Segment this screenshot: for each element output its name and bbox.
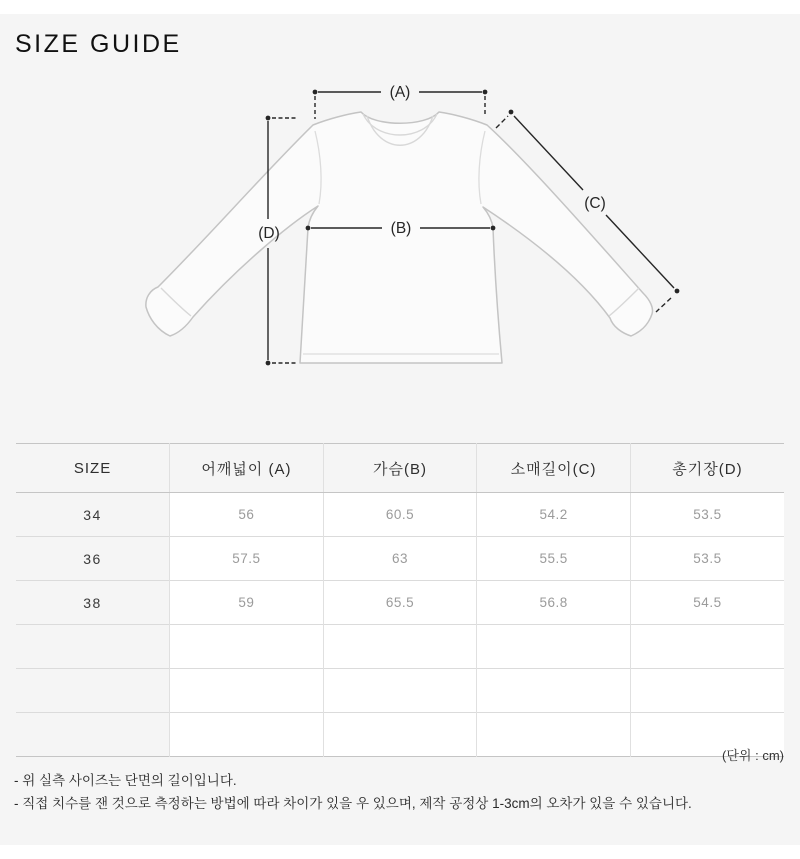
measurement-cell: 53.5 <box>630 493 784 537</box>
size-table-row-34 <box>16 493 784 537</box>
size-guide-page <box>0 14 800 845</box>
measurement-cell: 56.8 <box>477 581 631 625</box>
size-table-header-row <box>16 444 784 493</box>
garment-diagram <box>0 78 800 380</box>
measurement-cell: 54.5 <box>630 581 784 625</box>
measurement-cell <box>170 669 324 713</box>
garment-diagram-svg <box>0 78 800 380</box>
size-table-header-3: 소매길이(C) <box>477 444 631 493</box>
measurement-b-label: (B) <box>390 220 412 237</box>
size-table-header-2: 가슴(B) <box>323 444 477 493</box>
size-table-row-38 <box>16 581 784 625</box>
size-cell <box>16 669 170 713</box>
measurement-cell: 56 <box>170 493 324 537</box>
footnote-line-1: - 직접 치수를 잰 것으로 측정하는 방법에 따라 차이가 있을 우 있으며, 제작 공정상 1-3cm의 오차가 있을 수 있습니다. <box>14 796 692 811</box>
size-cell <box>16 713 170 757</box>
measurement-cell <box>323 669 477 713</box>
garment-outline <box>146 112 653 363</box>
size-table-header-4: 총기장(D) <box>630 444 784 493</box>
measurement-a-label: (A) <box>389 84 411 101</box>
size-cell: 36 <box>16 537 170 581</box>
size-table-row-empty-4 <box>16 669 784 713</box>
size-cell: 34 <box>16 493 170 537</box>
measurement-cell: 54.2 <box>477 493 631 537</box>
measurement-cell: 65.5 <box>323 581 477 625</box>
size-table-header-0: SIZE <box>16 444 170 493</box>
measurement-cell: 57.5 <box>170 537 324 581</box>
measurement-cell <box>477 669 631 713</box>
measurement-cell: 60.5 <box>323 493 477 537</box>
measurement-cell <box>170 713 324 757</box>
footnotes <box>14 769 784 815</box>
size-cell: 38 <box>16 581 170 625</box>
measurement-cell <box>630 625 784 669</box>
size-table-body <box>16 493 784 757</box>
measurement-cell: 63 <box>323 537 477 581</box>
measurement-c-label: (C) <box>584 195 606 212</box>
measurement-cell <box>323 625 477 669</box>
measurement-cell <box>630 669 784 713</box>
measurement-cell <box>477 625 631 669</box>
size-cell <box>16 625 170 669</box>
size-table-row-empty-5 <box>16 713 784 757</box>
page-title: SIZE GUIDE <box>15 30 182 58</box>
measurement-cell: 55.5 <box>477 537 631 581</box>
size-table-row-36 <box>16 537 784 581</box>
size-table-header-1: 어깨넓이 (A) <box>170 444 324 493</box>
size-table <box>16 443 784 757</box>
measurement-cell <box>477 713 631 757</box>
size-table-row-empty-3 <box>16 625 784 669</box>
measurement-cell <box>170 625 324 669</box>
measurement-d-label: (D) <box>258 225 280 242</box>
measurement-cell: 53.5 <box>630 537 784 581</box>
measurement-cell <box>323 713 477 757</box>
unit-note: (단위 : cm) <box>722 748 784 763</box>
footnote-line-0: - 위 실측 사이즈는 단면의 길이입니다. <box>14 773 237 788</box>
measurement-cell: 59 <box>170 581 324 625</box>
